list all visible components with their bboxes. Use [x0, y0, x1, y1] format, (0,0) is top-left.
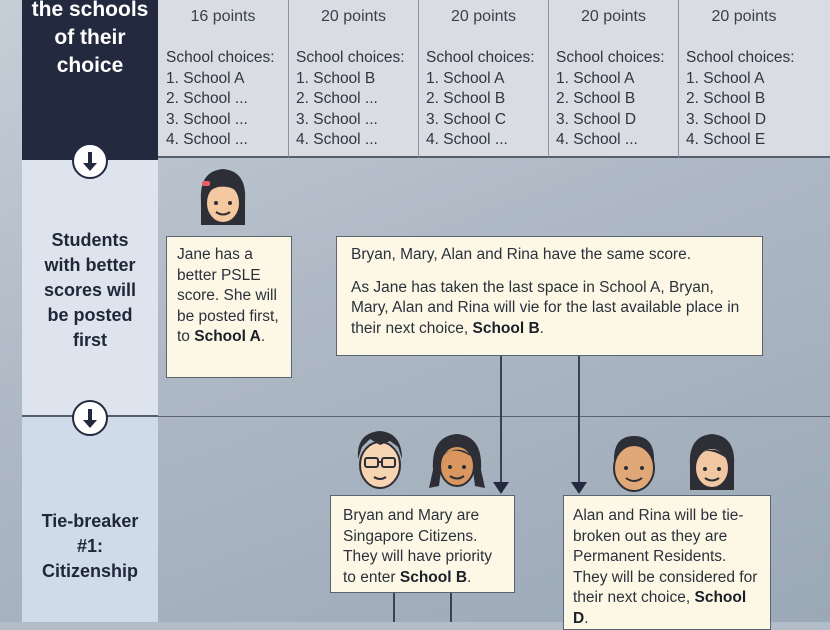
connector-line: [500, 355, 502, 483]
choices-label: School choices:: [166, 49, 275, 66]
student-column-2: [289, 0, 419, 158]
row-label-line: Tie-breaker: [41, 511, 139, 531]
mary-avatar-icon: [425, 430, 489, 494]
school-choices-list: [556, 48, 665, 151]
choice-item: 3. School D: [686, 110, 767, 128]
points-label: 20 points: [581, 8, 646, 25]
row-label-line: first: [72, 330, 107, 350]
student-column-4: [549, 0, 679, 158]
group-note-school: School B: [472, 319, 540, 337]
points-label: 16 points: [190, 8, 256, 25]
row-label-line: Students: [51, 230, 129, 250]
choice-item: 2. School ...: [296, 90, 378, 107]
pr-note: [563, 495, 771, 630]
citizens-note: [330, 495, 515, 593]
row-label-line: #1:: [76, 536, 103, 556]
jane-avatar-icon: [193, 165, 253, 231]
choice-item: 1. School A: [166, 69, 245, 87]
choices-label: School choices:: [296, 49, 405, 66]
connector-line: [393, 592, 395, 622]
choice-item: 1. School A: [686, 69, 765, 87]
choice-item: 3. School ...: [296, 110, 378, 128]
alan-avatar-icon: [605, 430, 663, 494]
group-note: [336, 236, 763, 356]
school-choices-list: [686, 48, 795, 151]
school-choices-list: [166, 48, 275, 151]
school-choices-list: [426, 48, 535, 151]
row-label-line: be posted: [47, 305, 133, 325]
jane-note: [166, 236, 292, 378]
choice-item: 2. School ...: [166, 90, 248, 107]
group-note-end: .: [539, 319, 544, 337]
points-label: 20 points: [451, 8, 516, 25]
jane-note-end: .: [260, 328, 266, 345]
pr-note-text: Alan and Rina will be tie-broken out as they are Permanent Residents. They will be considered for their next choice,: [573, 507, 758, 606]
choice-item: 1. School A: [426, 69, 505, 87]
citizens-note-text: Bryan and Mary are Singapore Citizens. They will have priority to enter: [343, 507, 493, 586]
row-label-better-scores: [22, 160, 158, 417]
row-label-line: with better: [44, 255, 136, 275]
choices-label: School choices:: [426, 49, 535, 66]
pr-note-end: .: [584, 609, 589, 627]
choice-item: 3. School D: [556, 110, 637, 128]
choice-item: 4. School ...: [556, 131, 638, 148]
group-note-line2: As Jane has taken the last space in School A, Bryan, Mary, Alan and Rina will vie for the last available place in their next choice,: [351, 278, 740, 337]
choice-item: 2. School B: [556, 90, 636, 107]
jane-note-school: School A: [194, 328, 261, 345]
choices-label: School choices:: [686, 49, 795, 66]
choice-item: 3. School ...: [166, 110, 248, 128]
choice-item: 4. School E: [686, 131, 766, 148]
jane-note-text: Jane has a better PSLE score. She will be posted first, to: [177, 246, 279, 345]
choice-item: 4. School ...: [296, 131, 378, 148]
header-title-line: the schools: [31, 0, 149, 21]
row-label-line: Citizenship: [41, 561, 138, 581]
points-label: 20 points: [711, 8, 777, 25]
choice-item: 4. School ...: [166, 131, 248, 148]
connector-line: [450, 592, 452, 622]
choice-item: 4. School ...: [426, 131, 508, 148]
rina-avatar-icon: [682, 430, 742, 494]
bryan-avatar-icon: [350, 425, 410, 491]
citizens-note-school: School B: [399, 568, 468, 586]
header-title-line: choice: [56, 54, 124, 77]
student-column-3: [419, 0, 549, 158]
row-divider: [158, 416, 830, 417]
student-column-1: [158, 0, 289, 158]
connector-arrowhead: [571, 482, 587, 494]
row-label-tie-breaker: [22, 417, 158, 622]
choice-item: 2. School B: [686, 90, 766, 107]
choice-item: 3. School C: [426, 110, 507, 128]
student-column-5: [679, 0, 830, 158]
header-title-line: of their: [54, 26, 126, 49]
arrow-down-circle-icon: [72, 400, 108, 436]
school-choices-list: [296, 48, 405, 151]
choices-label: School choices:: [556, 49, 665, 66]
citizens-note-end: .: [467, 568, 472, 586]
group-note-line1: Bryan, Mary, Alan and Rina have the same score.: [351, 246, 692, 263]
pr-note-school: School D: [573, 589, 747, 627]
connector-line: [578, 355, 580, 483]
choice-item: 2. School B: [426, 90, 506, 107]
choice-item: 1. School B: [296, 69, 376, 87]
choice-item: 1. School A: [556, 69, 635, 87]
row-label-line: scores will: [43, 280, 137, 300]
connector-arrowhead: [493, 482, 509, 494]
points-label: 20 points: [321, 8, 386, 25]
arrow-down-circle-icon: [72, 143, 108, 179]
header-title-cell: [22, 0, 158, 160]
